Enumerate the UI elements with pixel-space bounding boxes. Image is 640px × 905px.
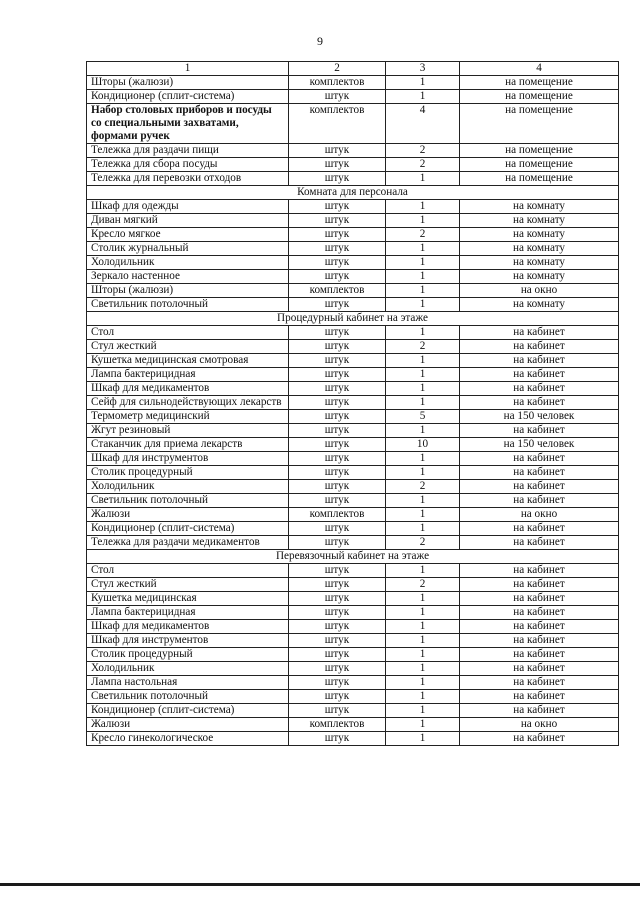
unit-cell: комплектов [289,718,386,732]
page-number: 9 [317,34,323,48]
unit-cell: штук [289,704,386,718]
quantity-cell: 1 [386,676,460,690]
unit-cell: комплектов [289,284,386,298]
table-row [87,270,619,284]
table-row [87,396,619,410]
unit-cell: штук [289,340,386,354]
column-header-4: 4 [460,62,619,76]
norm-cell: на кабинет [460,592,619,606]
table-row [87,606,619,620]
quantity-cell: 5 [386,410,460,424]
norm-cell: на кабинет [460,466,619,480]
table-row [87,242,619,256]
unit-cell: штук [289,382,386,396]
item-name-cell: Шкаф для медикаментов [87,620,289,634]
unit-cell: комплектов [289,104,386,144]
unit-cell: штук [289,90,386,104]
item-name-cell: Шторы (жалюзи) [87,76,289,90]
norm-cell: на 150 человек [460,410,619,424]
quantity-cell: 1 [386,242,460,256]
quantity-cell: 1 [386,648,460,662]
norm-cell: на кабинет [460,662,619,676]
table-row [87,704,619,718]
table-row [87,158,619,172]
item-name-cell: Жгут резиновый [87,424,289,438]
table-row [87,368,619,382]
table-row [87,256,619,270]
item-name-cell: Тележка для сбора посуды [87,158,289,172]
table-row [87,104,619,144]
quantity-cell: 2 [386,158,460,172]
quantity-cell: 1 [386,732,460,746]
unit-cell: штук [289,158,386,172]
quantity-cell: 2 [386,144,460,158]
unit-cell: штук [289,214,386,228]
item-name-cell: Тележка для перевозки отходов [87,172,289,186]
norm-cell: на кабинет [460,676,619,690]
norm-cell: на кабинет [460,480,619,494]
unit-cell: штук [289,368,386,382]
norm-cell: на кабинет [460,340,619,354]
column-header-1: 1 [87,62,289,76]
table-row [87,508,619,522]
norm-cell: на 150 человек [460,438,619,452]
quantity-cell: 1 [386,256,460,270]
table-row [87,480,619,494]
table-row [87,144,619,158]
item-name-cell: Тележка для раздачи пищи [87,144,289,158]
item-name-cell: Кондиционер (сплит-система) [87,90,289,104]
table-row [87,592,619,606]
norm-cell: на окно [460,718,619,732]
item-name-cell: Стол [87,326,289,340]
norm-cell: на комнату [460,200,619,214]
table-row [87,522,619,536]
unit-cell: штук [289,172,386,186]
unit-cell: штук [289,270,386,284]
item-name-cell: Кушетка медицинская [87,592,289,606]
quantity-cell: 1 [386,298,460,312]
norm-cell: на комнату [460,242,619,256]
header-row [87,62,619,76]
table-row [87,648,619,662]
norm-cell: на кабинет [460,522,619,536]
unit-cell: штук [289,410,386,424]
norm-cell: на кабинет [460,326,619,340]
item-name-cell: Шкаф для медикаментов [87,382,289,396]
norm-cell: на кабинет [460,368,619,382]
quantity-cell: 1 [386,326,460,340]
section-title: Комната для персонала [87,186,619,200]
section-row [87,550,619,564]
item-name-cell: Сейф для сильнодействующих лекарств [87,396,289,410]
table-row [87,662,619,676]
norm-cell: на кабинет [460,452,619,466]
table-row [87,326,619,340]
unit-cell: штук [289,354,386,368]
unit-cell: штук [289,326,386,340]
table-row [87,494,619,508]
section-row [87,312,619,326]
quantity-cell: 4 [386,104,460,144]
column-header-3: 3 [386,62,460,76]
quantity-cell: 1 [386,704,460,718]
item-name-cell: Шкаф для одежды [87,200,289,214]
quantity-cell: 1 [386,452,460,466]
table-row [87,214,619,228]
unit-cell: штук [289,606,386,620]
item-name-cell: Кондиционер (сплит-система) [87,704,289,718]
unit-cell: штук [289,536,386,550]
quantity-cell: 1 [386,284,460,298]
footer-rule [0,883,640,886]
item-name-cell: Шкаф для инструментов [87,634,289,648]
table-row [87,228,619,242]
unit-cell: штук [289,592,386,606]
norm-cell: на комнату [460,228,619,242]
quantity-cell: 1 [386,494,460,508]
norm-cell: на помещение [460,144,619,158]
item-name-cell: Холодильник [87,662,289,676]
table-row [87,172,619,186]
quantity-cell: 2 [386,480,460,494]
item-name-cell: Набор столовых приборов и посуды со специальными захватами, формами ручек [87,104,289,144]
unit-cell: штук [289,298,386,312]
item-name-cell: Стаканчик для приема лекарств [87,438,289,452]
table-header [87,62,619,76]
item-name-cell: Зеркало настенное [87,270,289,284]
norm-cell: на кабинет [460,690,619,704]
table-row [87,438,619,452]
norm-cell: на комнату [460,256,619,270]
unit-cell: штук [289,424,386,438]
quantity-cell: 1 [386,396,460,410]
quantity-cell: 1 [386,382,460,396]
table-row [87,354,619,368]
table-row [87,536,619,550]
norm-cell: на кабинет [460,578,619,592]
item-name-cell: Лампа настольная [87,676,289,690]
unit-cell: штук [289,438,386,452]
unit-cell: штук [289,522,386,536]
table-row [87,466,619,480]
norm-cell: на помещение [460,104,619,144]
table-body [87,76,619,746]
table-row [87,690,619,704]
norm-cell: на окно [460,508,619,522]
item-name-cell: Лампа бактерицидная [87,606,289,620]
table-row [87,676,619,690]
norm-cell: на кабинет [460,354,619,368]
item-name-cell: Столик процедурный [87,648,289,662]
table-row [87,424,619,438]
unit-cell: штук [289,676,386,690]
item-name-cell: Жалюзи [87,718,289,732]
table-row [87,452,619,466]
quantity-cell: 1 [386,368,460,382]
table-row [87,578,619,592]
item-name-cell: Светильник потолочный [87,494,289,508]
item-name-cell: Стул жесткий [87,340,289,354]
norm-cell: на кабинет [460,564,619,578]
item-name-cell: Кушетка медицинская смотровая [87,354,289,368]
quantity-cell: 2 [386,340,460,354]
norm-cell: на помещение [460,90,619,104]
table-row [87,564,619,578]
table-row [87,200,619,214]
table-row [87,90,619,104]
table-row [87,340,619,354]
norm-cell: на кабинет [460,382,619,396]
item-name-cell: Стул жесткий [87,578,289,592]
unit-cell: штук [289,466,386,480]
column-header-2: 2 [289,62,386,76]
item-name-cell: Кресло мягкое [87,228,289,242]
quantity-cell: 1 [386,564,460,578]
unit-cell: комплектов [289,508,386,522]
norm-cell: на кабинет [460,704,619,718]
unit-cell: штук [289,690,386,704]
item-name-cell: Кондиционер (сплит-система) [87,522,289,536]
norm-cell: на кабинет [460,396,619,410]
item-name-cell: Холодильник [87,480,289,494]
quantity-cell: 1 [386,522,460,536]
quantity-cell: 2 [386,536,460,550]
unit-cell: штук [289,648,386,662]
quantity-cell: 1 [386,690,460,704]
item-name-cell: Шторы (жалюзи) [87,284,289,298]
unit-cell: штук [289,634,386,648]
item-name-cell: Диван мягкий [87,214,289,228]
unit-cell: штук [289,452,386,466]
item-name-cell: Светильник потолочный [87,690,289,704]
table-row [87,732,619,746]
quantity-cell: 1 [386,424,460,438]
quantity-cell: 1 [386,90,460,104]
quantity-cell: 1 [386,718,460,732]
unit-cell: штук [289,242,386,256]
quantity-cell: 1 [386,270,460,284]
norm-cell: на кабинет [460,634,619,648]
table-row [87,76,619,90]
unit-cell: штук [289,578,386,592]
table-row [87,284,619,298]
norm-cell: на окно [460,284,619,298]
unit-cell: штук [289,396,386,410]
norm-cell: на кабинет [460,536,619,550]
unit-cell: штук [289,480,386,494]
quantity-cell: 1 [386,620,460,634]
quantity-cell: 1 [386,214,460,228]
table-row [87,410,619,424]
norm-cell: на кабинет [460,494,619,508]
norm-cell: на помещение [460,172,619,186]
quantity-cell: 1 [386,200,460,214]
norm-cell: на кабинет [460,648,619,662]
quantity-cell: 1 [386,606,460,620]
unit-cell: штук [289,256,386,270]
item-name-cell: Кресло гинекологическое [87,732,289,746]
table-row [87,718,619,732]
unit-cell: штук [289,620,386,634]
unit-cell: штук [289,228,386,242]
table-row [87,382,619,396]
norm-cell: на комнату [460,270,619,284]
quantity-cell: 1 [386,508,460,522]
quantity-cell: 1 [386,592,460,606]
item-name-cell: Лампа бактерицидная [87,368,289,382]
item-name-cell: Светильник потолочный [87,298,289,312]
quantity-cell: 1 [386,354,460,368]
item-name-cell: Столик журнальный [87,242,289,256]
item-name-cell: Тележка для раздачи медикаментов [87,536,289,550]
norm-cell: на комнату [460,214,619,228]
unit-cell: комплектов [289,76,386,90]
quantity-cell: 1 [386,662,460,676]
quantity-cell: 1 [386,76,460,90]
item-name-cell: Стол [87,564,289,578]
item-name-cell: Термометр медицинский [87,410,289,424]
item-name-cell: Шкаф для инструментов [87,452,289,466]
quantity-cell: 1 [386,466,460,480]
table-row [87,634,619,648]
quantity-cell: 10 [386,438,460,452]
quantity-cell: 1 [386,172,460,186]
norm-cell: на кабинет [460,732,619,746]
equipment-table [86,61,619,746]
norm-cell: на кабинет [460,606,619,620]
unit-cell: штук [289,732,386,746]
norm-cell: на помещение [460,158,619,172]
unit-cell: штук [289,564,386,578]
quantity-cell: 2 [386,578,460,592]
unit-cell: штук [289,144,386,158]
norm-cell: на кабинет [460,620,619,634]
quantity-cell: 1 [386,634,460,648]
unit-cell: штук [289,662,386,676]
norm-cell: на помещение [460,76,619,90]
section-title: Перевязочный кабинет на этаже [87,550,619,564]
norm-cell: на комнату [460,298,619,312]
quantity-cell: 2 [386,228,460,242]
table-row [87,620,619,634]
norm-cell: на кабинет [460,424,619,438]
section-row [87,186,619,200]
item-name-cell: Столик процедурный [87,466,289,480]
item-name-cell: Холодильник [87,256,289,270]
section-title: Процедурный кабинет на этаже [87,312,619,326]
item-name-cell: Жалюзи [87,508,289,522]
table-row [87,298,619,312]
unit-cell: штук [289,200,386,214]
unit-cell: штук [289,494,386,508]
